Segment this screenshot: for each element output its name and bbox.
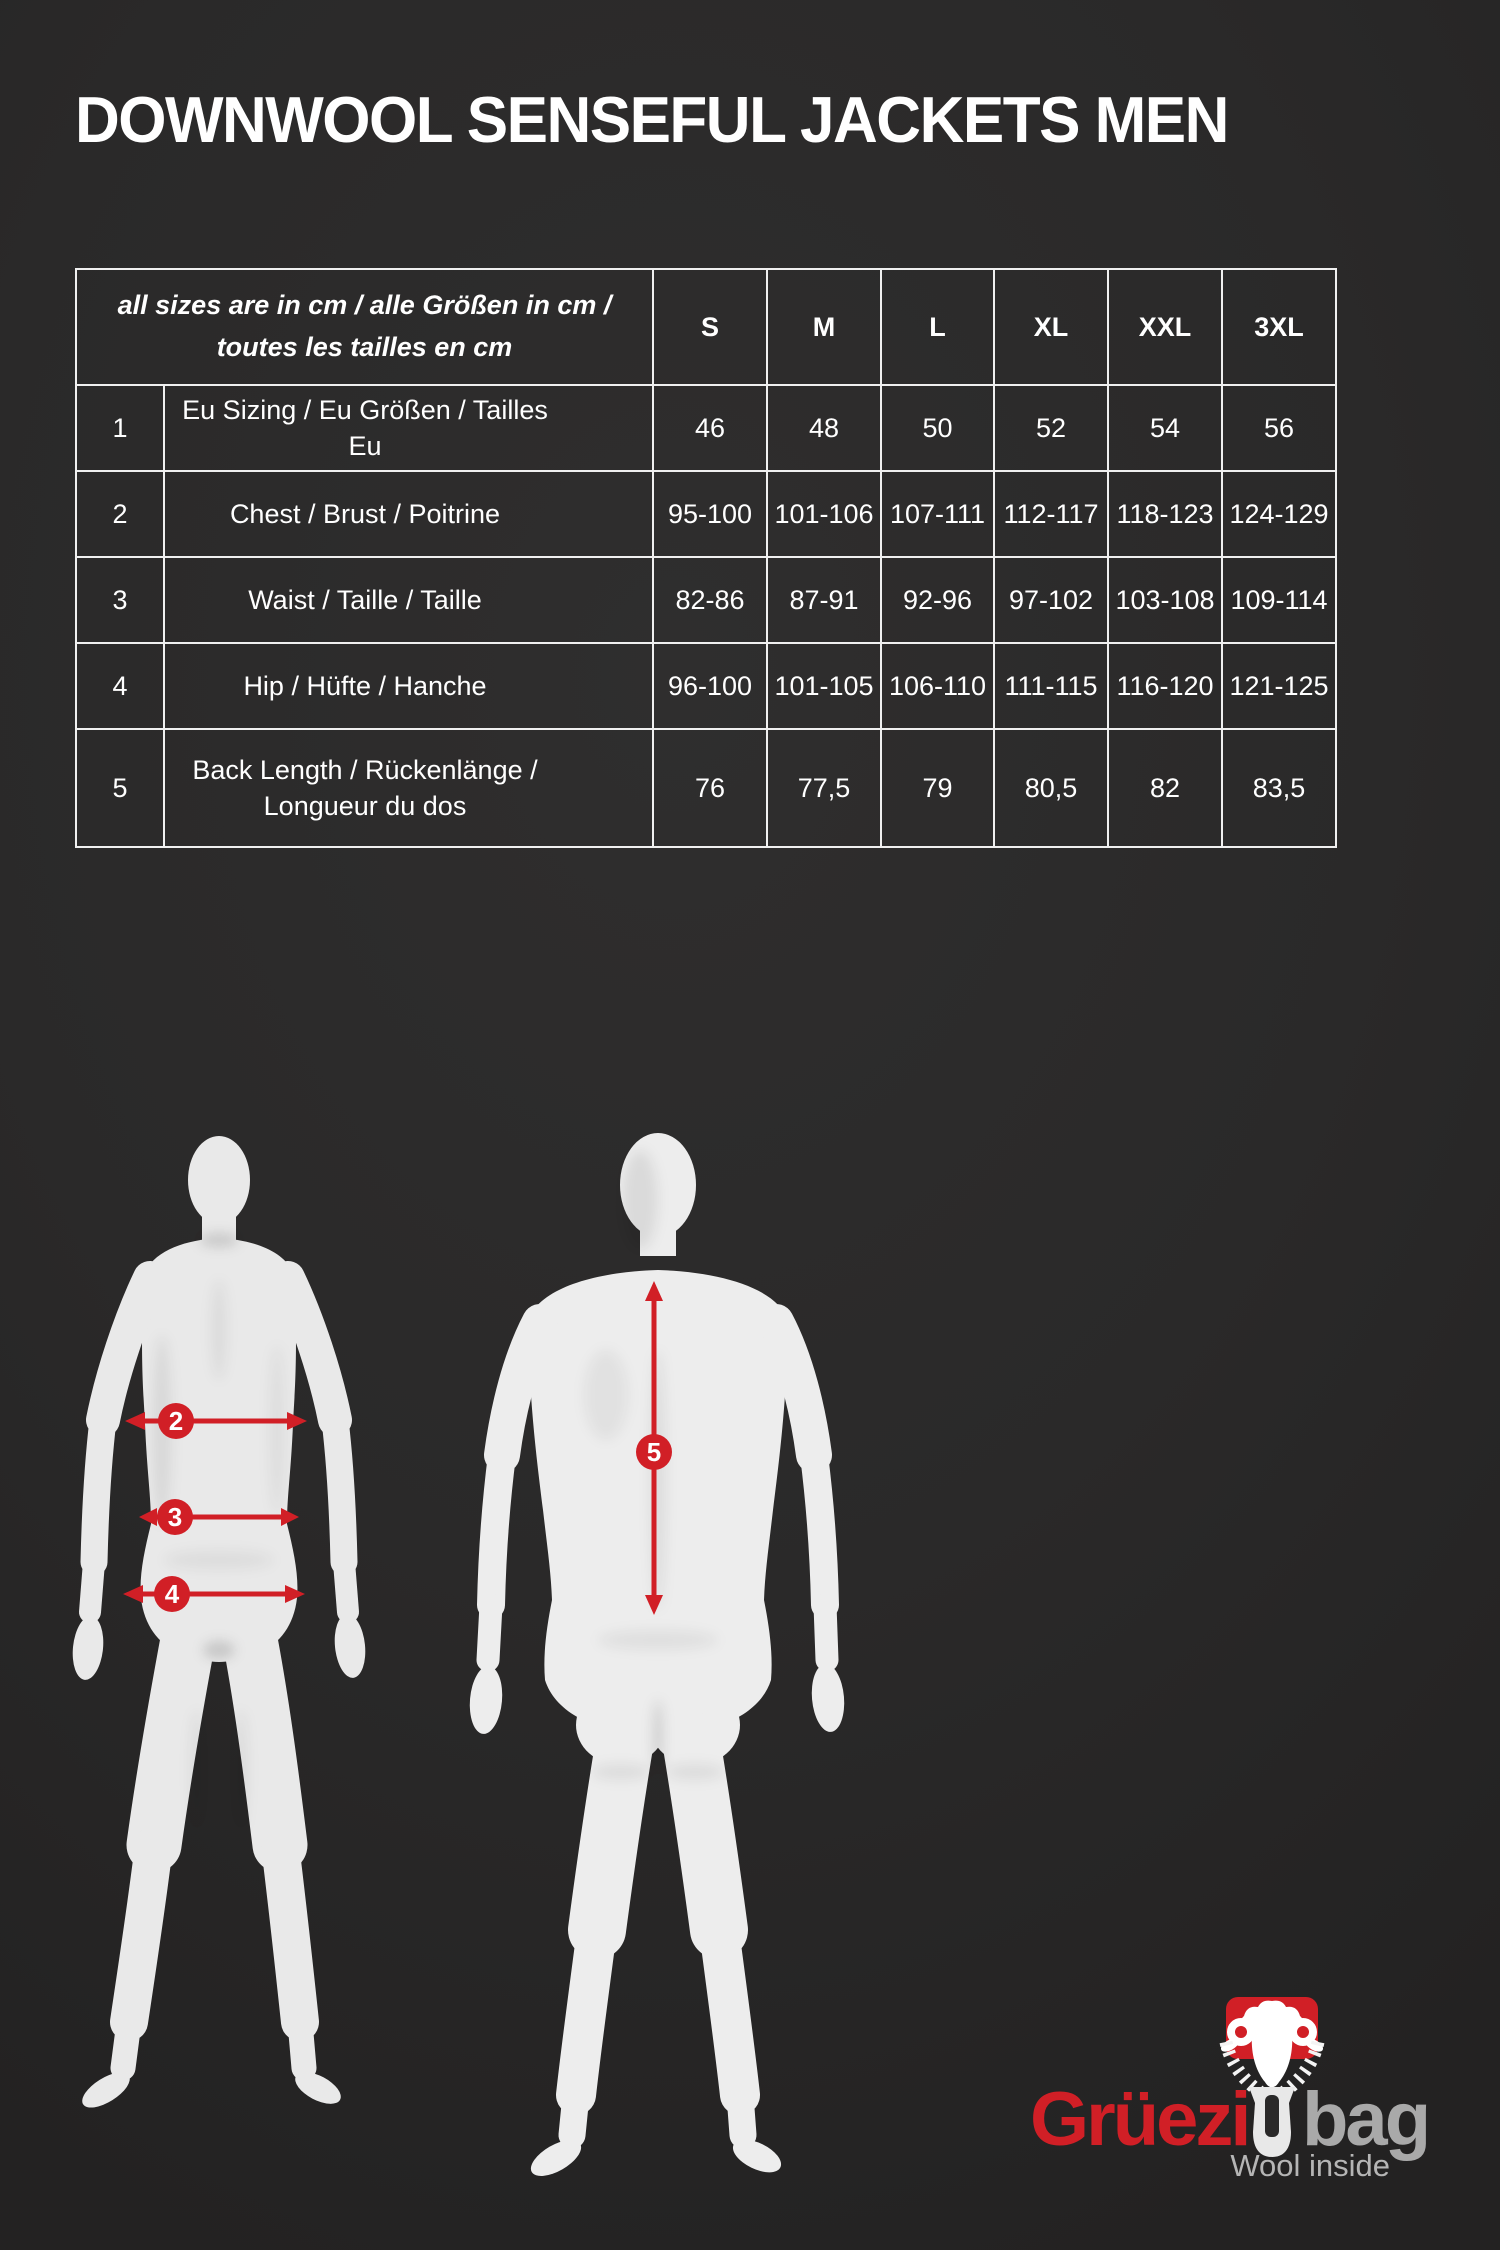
logo-text-gruezi: Grüezi xyxy=(1030,2077,1249,2162)
size-value-cell: 111-115 xyxy=(994,643,1108,729)
row-label-cell: Waist / Taille / Taille xyxy=(164,557,653,643)
size-value-cell: 121-125 xyxy=(1222,643,1336,729)
marker-number: 3 xyxy=(167,1502,183,1532)
marker-number: 2 xyxy=(168,1406,184,1436)
size-value-cell: 54 xyxy=(1108,385,1222,471)
size-col-header-l: L xyxy=(881,269,994,385)
size-value-cell: 46 xyxy=(653,385,767,471)
size-value-cell: 109-114 xyxy=(1222,557,1336,643)
marker-number: 5 xyxy=(646,1437,662,1467)
arrow-head xyxy=(281,1508,299,1526)
size-value-cell: 118-123 xyxy=(1108,471,1222,557)
size-value-cell: 95-100 xyxy=(653,471,767,557)
size-value-cell: 92-96 xyxy=(881,557,994,643)
size-value-cell: 87-91 xyxy=(767,557,881,643)
arrow-head xyxy=(125,1412,145,1430)
logo-tagline: Wool inside xyxy=(1230,2148,1390,2183)
size-value-cell: 83,5 xyxy=(1222,729,1336,847)
page-title: DOWNWOOL SENSEFUL JACKETS MEN xyxy=(75,85,1228,157)
row-number-cell: 4 xyxy=(76,643,164,729)
size-value-cell: 97-102 xyxy=(994,557,1108,643)
size-value-cell: 50 xyxy=(881,385,994,471)
size-col-header-3xl: 3XL xyxy=(1222,269,1336,385)
size-value-cell: 103-108 xyxy=(1108,557,1222,643)
size-value-cell: 101-106 xyxy=(767,471,881,557)
size-value-cell: 82-86 xyxy=(653,557,767,643)
size-value-cell: 112-117 xyxy=(994,471,1108,557)
size-value-cell: 56 xyxy=(1222,385,1336,471)
row-number-cell: 2 xyxy=(76,471,164,557)
arrow-head xyxy=(123,1585,143,1603)
size-value-cell: 77,5 xyxy=(767,729,881,847)
size-col-header-xxl: XXL xyxy=(1108,269,1222,385)
size-value-cell: 80,5 xyxy=(994,729,1108,847)
size-col-header-m: M xyxy=(767,269,881,385)
front-mannequin-figure xyxy=(70,1136,369,2114)
size-value-cell: 48 xyxy=(767,385,881,471)
size-value-cell: 107-111 xyxy=(881,471,994,557)
row-number-cell: 5 xyxy=(76,729,164,847)
row-label-cell: Chest / Brust / Poitrine xyxy=(164,471,653,557)
size-value-cell: 106-110 xyxy=(881,643,994,729)
unit-note: all sizes are in cm / alle Größen in cm / toutes les tailles en cm xyxy=(117,290,612,362)
zipper-slider-icon xyxy=(1249,2087,1295,2157)
size-value-cell: 52 xyxy=(994,385,1108,471)
row-label-cell: Hip / Hüfte / Hanche xyxy=(164,643,653,729)
size-value-cell: 96-100 xyxy=(653,643,767,729)
size-value-cell: 116-120 xyxy=(1108,643,1222,729)
size-value-cell: 82 xyxy=(1108,729,1222,847)
logo-text-bag: bag xyxy=(1302,2077,1429,2162)
row-number-cell: 1 xyxy=(76,385,164,471)
row-number-cell: 3 xyxy=(76,557,164,643)
arrow-head xyxy=(287,1412,307,1430)
size-value-cell: 79 xyxy=(881,729,994,847)
size-value-cell: 76 xyxy=(653,729,767,847)
marker-number: 4 xyxy=(164,1579,180,1609)
size-value-cell: 101-105 xyxy=(767,643,881,729)
size-col-header-s: S xyxy=(653,269,767,385)
size-value-cell: 124-129 xyxy=(1222,471,1336,557)
row-label-cell: Back Length / Rückenlänge / Longueur du dos xyxy=(164,729,653,847)
size-col-header-xl: XL xyxy=(994,269,1108,385)
row-label-cell: Eu Sizing / Eu Größen / Tailles Eu xyxy=(164,385,653,471)
arrow-head xyxy=(139,1508,157,1526)
